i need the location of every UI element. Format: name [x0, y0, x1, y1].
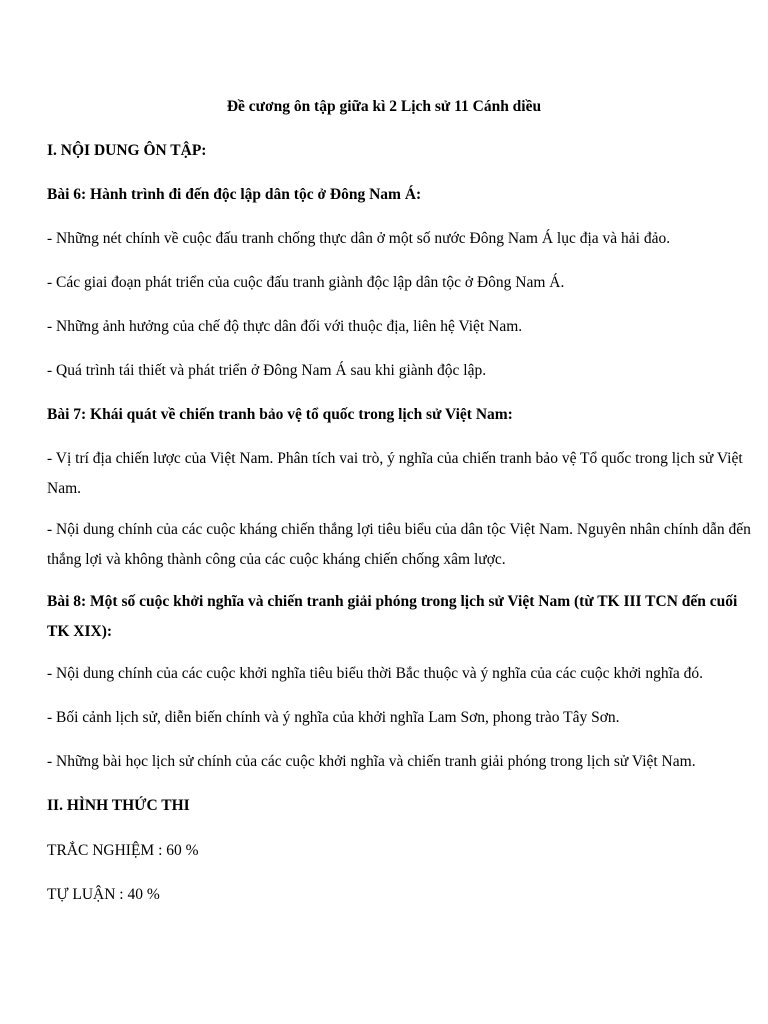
lesson-7-heading: Bài 7: Khái quát về chiến tranh bảo vệ tổ quốc trong lịch sử Việt Nam: — [47, 406, 513, 423]
lesson-7-item: - Nội dung chính của các cuộc kháng chiến thắng lợi tiêu biểu của dân tộc Việt Nam. Nguyên nhân chính dẫn đến thắng lợi và không thành công của các cuộc kháng chiến chống xâm lược. — [47, 521, 751, 568]
lesson-6-item: - Các giai đoạn phát triển của cuộc đấu tranh giành độc lập dân tộc ở Đông Nam Á. — [47, 274, 565, 291]
exam-format-multiple-choice: TRẮC NGHIỆM : 60 % — [47, 842, 199, 859]
exam-format-essay: TỰ LUẬN : 40 % — [47, 886, 160, 903]
document-title: Đề cương ôn tập giữa kì 2 Lịch sử 11 Cánh diều — [226, 98, 542, 115]
lesson-6-heading: Bài 6: Hành trình đi đến độc lập dân tộc ở Đông Nam Á: — [47, 186, 422, 203]
lesson-6-item: - Những nét chính về cuộc đấu tranh chống thực dân ở một số nước Đông Nam Á lục địa và hải đảo. — [47, 230, 671, 247]
lesson-8-item: - Nội dung chính của các cuộc khởi nghĩa tiêu biểu thời Bắc thuộc và ý nghĩa của các cuộc khởi nghĩa đó. — [47, 665, 704, 682]
lesson-6-item: - Những ảnh hưởng của chế độ thực dân đối với thuộc địa, liên hệ Việt Nam. — [47, 318, 523, 335]
section-1-heading: I. NỘI DUNG ÔN TẬP: — [47, 142, 207, 159]
lesson-7-item: - Vị trí địa chiến lược của Việt Nam. Phân tích vai trò, ý nghĩa của chiến tranh bảo vệ Tổ quốc trong lịch sử Việt Nam. — [47, 450, 743, 497]
lesson-6-item: - Quá trình tái thiết và phát triển ở Đông Nam Á sau khi giành độc lập. — [47, 362, 487, 379]
section-2-heading: II. HÌNH THỨC THI — [47, 797, 190, 814]
lesson-8-item: - Những bài học lịch sử chính của các cuộc khởi nghĩa và chiến tranh giải phóng trong lịch sử Việt Nam. — [47, 753, 696, 770]
lesson-8-item: - Bối cảnh lịch sử, diễn biến chính và ý nghĩa của khởi nghĩa Lam Sơn, phong trào Tây Sơn. — [47, 709, 620, 726]
lesson-8-heading: Bài 8: Một số cuộc khởi nghĩa và chiến tranh giải phóng trong lịch sử Việt Nam (từ TK III TCN đến cuối TK XIX): — [47, 593, 738, 640]
